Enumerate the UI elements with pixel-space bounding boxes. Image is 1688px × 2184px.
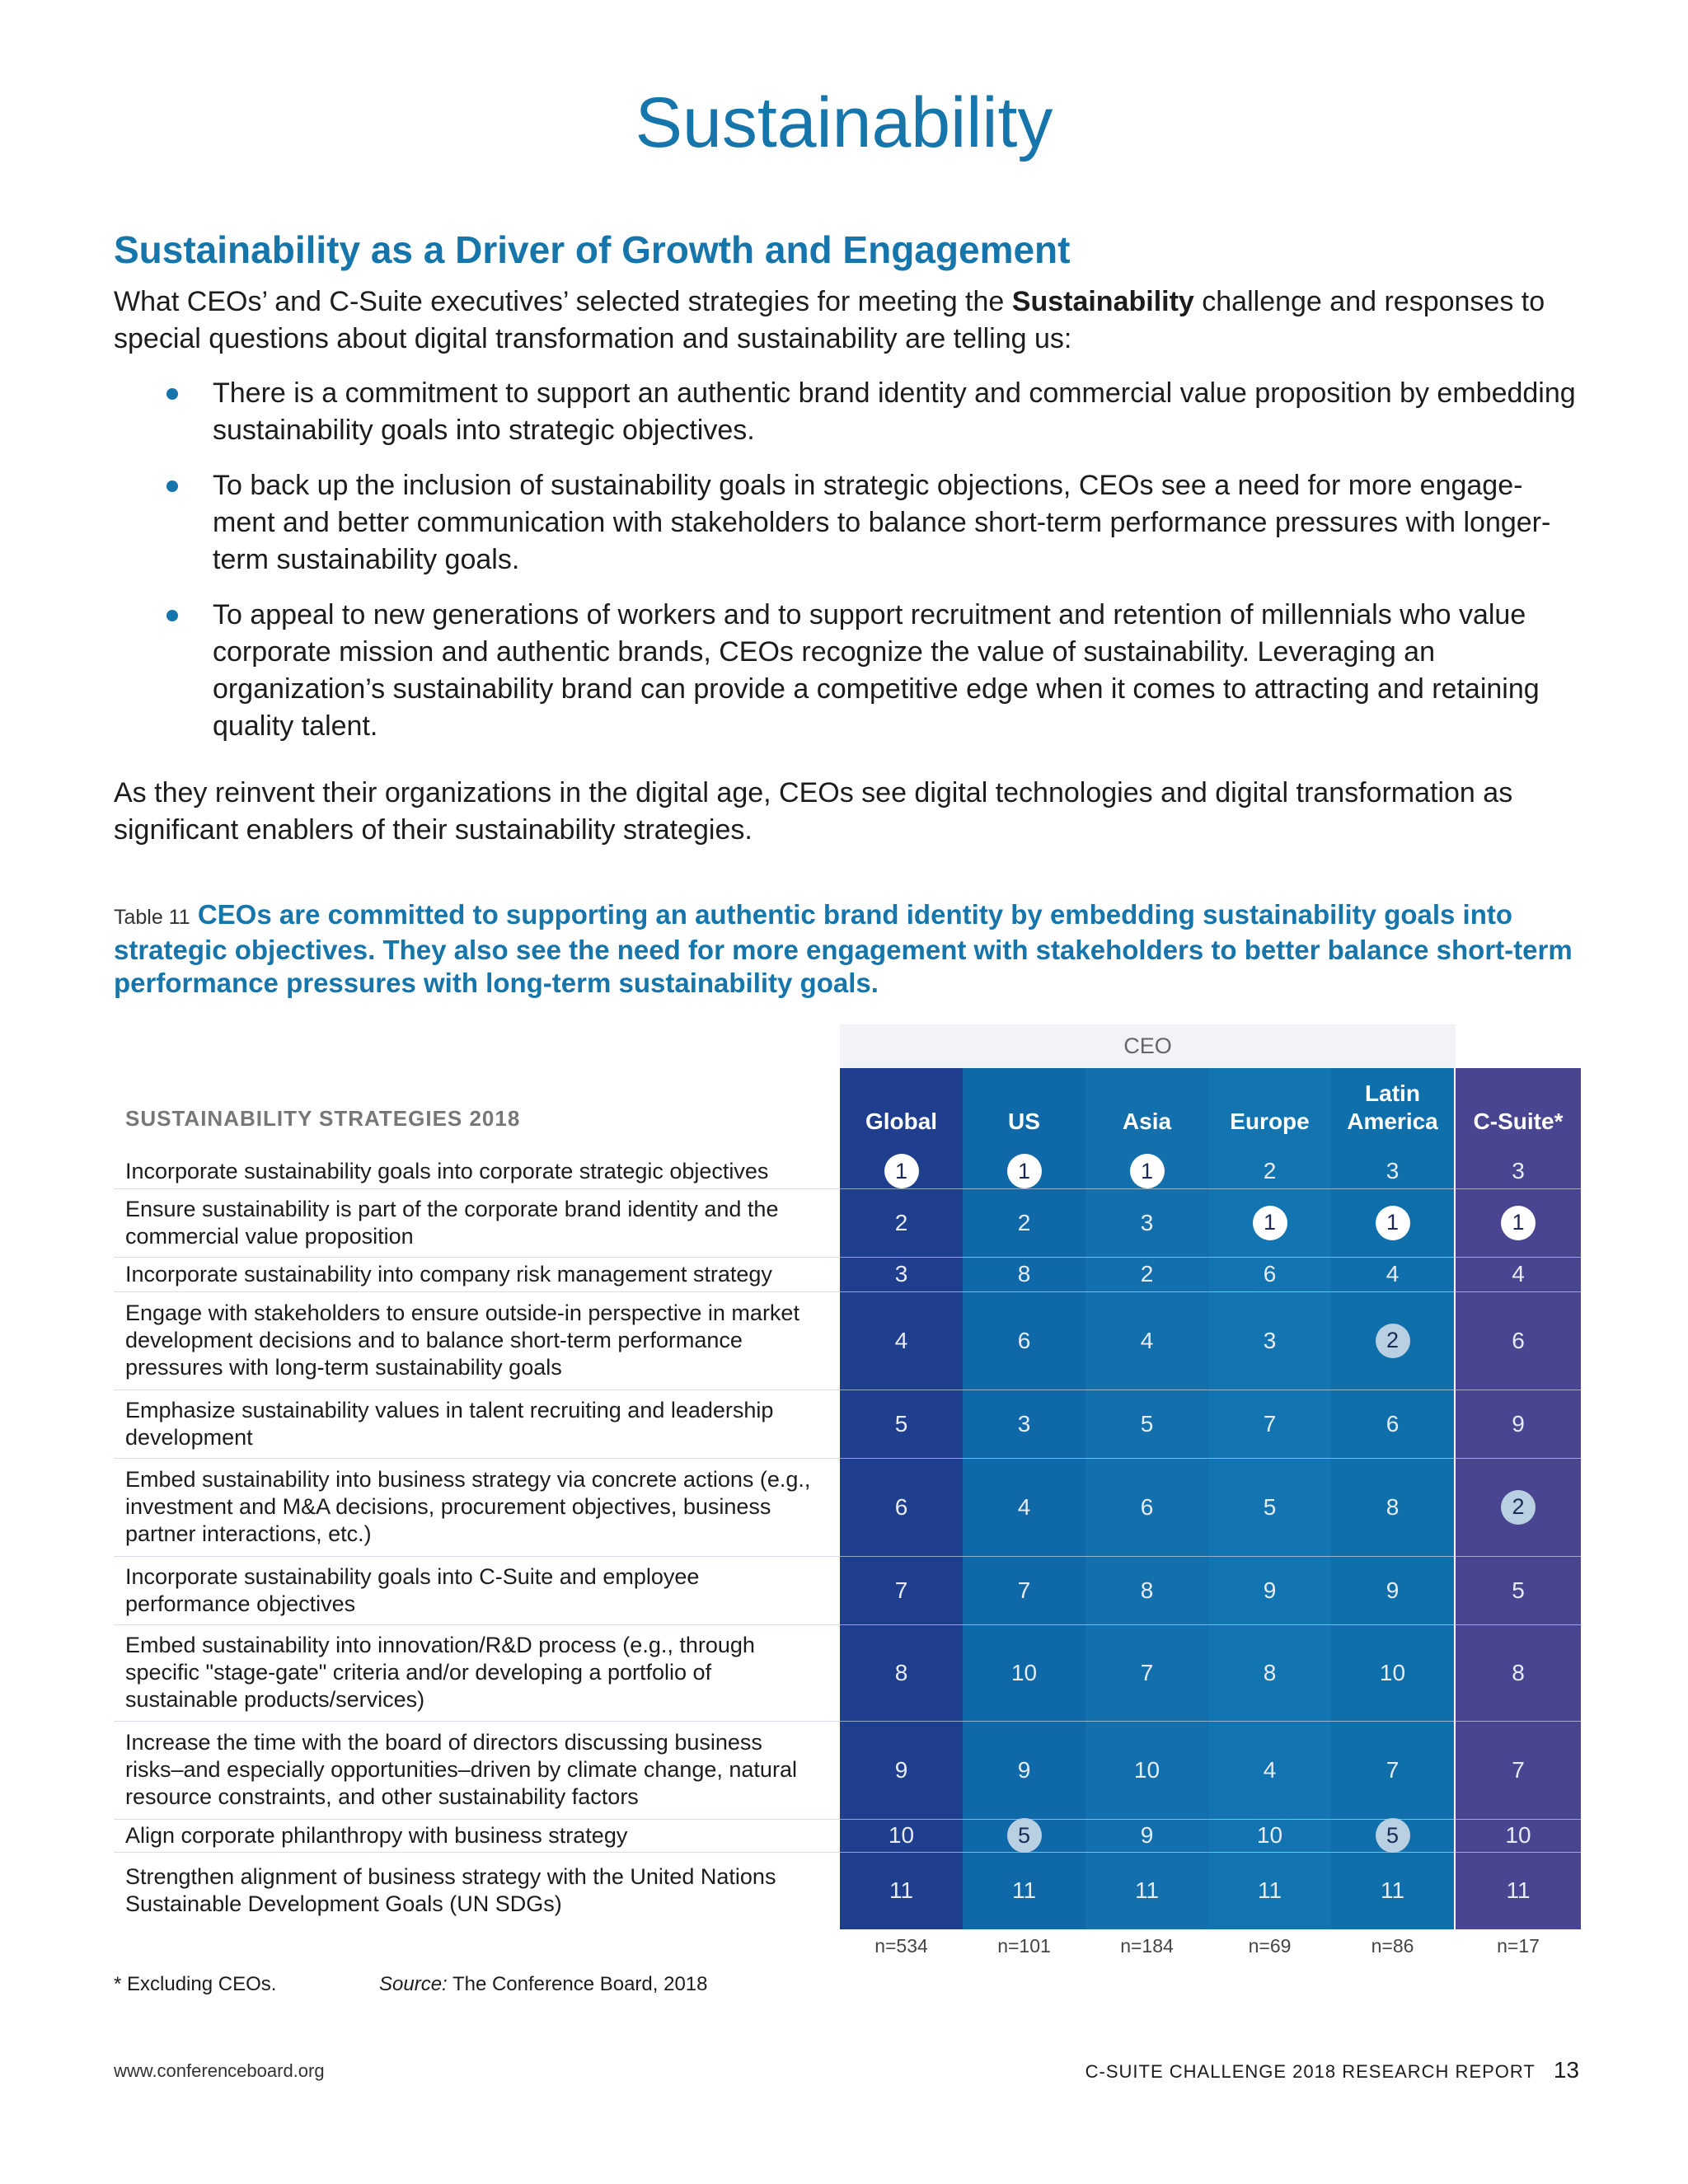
sample-size: n=17 [1497, 1935, 1540, 1957]
rank-badge: 1 [1130, 1154, 1165, 1188]
rank-cell: 11 [1506, 1877, 1531, 1903]
rank-cell: 9 [1140, 1822, 1154, 1848]
rank-cell: 11 [1011, 1877, 1037, 1903]
rank-cell: 9 [1386, 1577, 1400, 1603]
strategy-label: Emphasize sustainability values in talent recruiting and leadership development [125, 1397, 774, 1450]
rank-cell: 8 [894, 1659, 908, 1685]
rank-cell: 4 [1386, 1261, 1400, 1286]
table-caption [114, 898, 1581, 1000]
rank-badge: 1 [1501, 1206, 1536, 1240]
rank-cell: 5 [1140, 1410, 1154, 1436]
rank-cell: 2 [894, 1209, 908, 1235]
rank-cell: 11 [1380, 1877, 1405, 1903]
rank-cell [963, 1819, 1085, 1852]
rank-cell: 10 [1379, 1659, 1406, 1685]
rank-badge: 1 [1376, 1206, 1410, 1240]
page-title: Sustainability [635, 83, 1053, 162]
rank-cell: 6 [1386, 1410, 1400, 1436]
rank-cell: 3 [1512, 1158, 1525, 1183]
rank-cell [1208, 1188, 1331, 1257]
rank-cell: 8 [1386, 1493, 1400, 1520]
rank-cell: 8 [1140, 1577, 1154, 1603]
rank-badge: 1 [1007, 1154, 1042, 1188]
rank-badge: 1 [1253, 1206, 1287, 1240]
page-number: 13 [1553, 2057, 1579, 2083]
rank-cell: 7 [1140, 1659, 1154, 1685]
sample-size: n=534 [874, 1935, 928, 1957]
strategy-label: Strengthen alignment of business strategy with the United Nations Sustainable Development Goals (UN SDGs) [125, 1864, 776, 1916]
rank-cell: 8 [1263, 1659, 1277, 1685]
intro-bold: Sustainability [1011, 286, 1194, 317]
rank-cell: 5 [1263, 1493, 1277, 1520]
rank-cell: 6 [1512, 1327, 1525, 1353]
strategy-label: Embed sustainability into business strategy via concrete actions (e.g., investment and M&A decisions, procurement objectives, business partner interactions, etc.) [125, 1467, 811, 1546]
column-header: Global [865, 1108, 938, 1134]
source-label: Source: [379, 1973, 448, 1995]
rank-cell: 7 [1263, 1410, 1277, 1436]
rank-cell: 6 [1263, 1261, 1277, 1286]
bullet-dot-icon [166, 480, 178, 492]
rank-cell [1331, 1819, 1454, 1852]
rank-cell: 10 [888, 1822, 915, 1848]
intro-text: What CEOs’ and C-Suite executives’ selected strategies for meeting the [114, 286, 1012, 317]
rank-cell: 11 [1257, 1877, 1282, 1903]
footer-report [1085, 2057, 1579, 2083]
rank-cell [1456, 1458, 1581, 1556]
rank-badge: 5 [1007, 1818, 1042, 1853]
rank-cell: 6 [1140, 1493, 1154, 1520]
closing-paragraph: As they reinvent their organizations in the digital age, CEOs see digital technologies and digital transformation as significant enablers of their sustainability strategies. [114, 777, 1513, 846]
rank-cell: 2 [1263, 1158, 1277, 1183]
footnote: * Excluding CEOs. [114, 1973, 277, 1995]
rank-cell: 11 [889, 1877, 914, 1903]
rank-cell: 3 [894, 1261, 908, 1286]
rank-cell: 6 [1017, 1327, 1031, 1353]
sample-size: n=184 [1120, 1935, 1174, 1957]
rank-cell [963, 1154, 1085, 1188]
rank-cell: 8 [1512, 1659, 1525, 1685]
rank-cell: 7 [1386, 1756, 1400, 1783]
rank-cell [1085, 1154, 1208, 1188]
rank-cell: 10 [1133, 1756, 1160, 1783]
rank-cell: 7 [1017, 1577, 1031, 1603]
rank-cell [1456, 1188, 1581, 1257]
bullet-item: There is a commitment to support an authentic brand identity and commercial value proposition by embedding sustainability goals into strategic objectives. [114, 375, 1581, 449]
rank-cell: 5 [1512, 1577, 1525, 1603]
source-note [379, 1973, 708, 1996]
rank-cell: 3 [1017, 1410, 1031, 1436]
bullet-dot-icon [166, 388, 178, 400]
strategy-label: Align corporate philanthropy with business strategy [125, 1822, 628, 1848]
strategies-header: SUSTAINABILITY STRATEGIES 2018 [125, 1106, 521, 1131]
rank-badge: 2 [1501, 1490, 1536, 1525]
rank-cell: 9 [1512, 1410, 1525, 1436]
rank-cell: 3 [1263, 1327, 1277, 1353]
ceo-group-header: CEO [840, 1024, 1456, 1068]
rank-cell [1331, 1188, 1454, 1257]
rank-cell: 9 [894, 1756, 908, 1783]
sample-size: n=69 [1248, 1935, 1292, 1957]
rank-cell: 3 [1140, 1209, 1154, 1235]
rank-cell: 4 [1512, 1261, 1525, 1286]
footer-website: www.conferenceboard.org [114, 2060, 325, 2081]
column-header: Europe [1230, 1108, 1310, 1134]
table-label: Table 11 [114, 906, 190, 929]
column-header: US [1008, 1108, 1040, 1134]
rank-cell: 7 [1512, 1756, 1525, 1783]
table-caption-text: CEOs are committed to supporting an authentic brand identity by embedding sustainability goals into strategic objectives. They also see the need for more engagement with stakeholders to better balance short-term performance pressures with long-term sustainability goals. [114, 899, 1573, 998]
sample-size: n=101 [997, 1935, 1051, 1957]
rank-cell: 10 [1010, 1659, 1038, 1685]
strategy-label: Incorporate sustainability into company risk management strategy [125, 1261, 772, 1286]
rank-cell: 9 [1263, 1577, 1277, 1603]
strategy-label: Embed sustainability into innovation/R&D process (e.g., through specific "stage-gate" criteria and/or developing a portfolio of sustainable products/services) [125, 1633, 755, 1712]
rank-badge: 1 [884, 1154, 919, 1188]
source-text: The Conference Board, 2018 [447, 1973, 708, 1995]
intro-paragraph [114, 284, 1581, 358]
rank-cell: 2 [1140, 1261, 1154, 1286]
strategy-label: Ensure sustainability is part of the corporate brand identity and the commercial value proposition [125, 1196, 779, 1249]
strategy-label: Engage with stakeholders to ensure outside-in perspective in market development decisions and to balance short-term performance pressures with long-term sustainability goals [125, 1301, 799, 1380]
rank-badge: 5 [1376, 1818, 1410, 1853]
column-header: C-Suite* [1473, 1108, 1564, 1134]
bullet-dot-icon [166, 610, 178, 621]
bullet-item: To back up the inclusion of sustainability goals in strategic objections, CEOs see a need for more engage- ment and better communication with stakeholders to balance short-term performance pressures with longer-term sustainability goals. [114, 467, 1581, 579]
rank-cell: 8 [1017, 1261, 1031, 1286]
bullet-list [114, 375, 1581, 763]
sample-size: n=86 [1371, 1935, 1414, 1957]
rank-cell: 11 [1134, 1877, 1160, 1903]
rank-cell: 4 [1263, 1756, 1277, 1783]
rank-cell: 7 [894, 1577, 908, 1603]
rank-cell: 4 [1017, 1493, 1031, 1520]
footer-report-title: C-SUITE CHALLENGE 2018 RESEARCH REPORT [1085, 2061, 1536, 2082]
rank-cell [1331, 1291, 1454, 1390]
rank-cell: 10 [1256, 1822, 1283, 1848]
rank-cell: 5 [894, 1410, 908, 1436]
strategy-label: Incorporate sustainability goals into C-Suite and employee performance objectives [125, 1563, 700, 1616]
strategy-label: Incorporate sustainability goals into corporate strategic objectives [125, 1158, 769, 1183]
rank-cell: 4 [894, 1327, 908, 1353]
rank-cell: 9 [1017, 1756, 1031, 1783]
rank-cell [840, 1154, 963, 1188]
column-header: Asia [1122, 1108, 1172, 1134]
rank-cell: 2 [1017, 1209, 1031, 1235]
rank-cell: 6 [894, 1493, 908, 1520]
column-header: Latin America [1347, 1080, 1438, 1134]
rank-cell: 4 [1140, 1327, 1154, 1353]
section-title: Sustainability as a Driver of Growth and Engagement [114, 228, 1071, 271]
intro-text-after: challenge and responses to special questions about digital transformation and sustainability are telling us: [114, 286, 1545, 354]
rank-badge: 2 [1376, 1324, 1410, 1358]
rank-cell: 10 [1505, 1822, 1531, 1848]
bullet-item: To appeal to new generations of workers and to support recruitment and retention of millennials who value corporate mission and authentic brands, CEOs recognize the value of sustainability. Leveraging an organization’s sustainability brand can provide a competitive edge when it comes to attracting and retaining quality talent. [114, 597, 1581, 745]
strategy-label: Increase the time with the board of directors discussing business risks–and especially opportunities–driven by climate change, natural resource constraints, and other sustainability factors [125, 1730, 797, 1809]
rank-cell: 3 [1386, 1158, 1400, 1183]
